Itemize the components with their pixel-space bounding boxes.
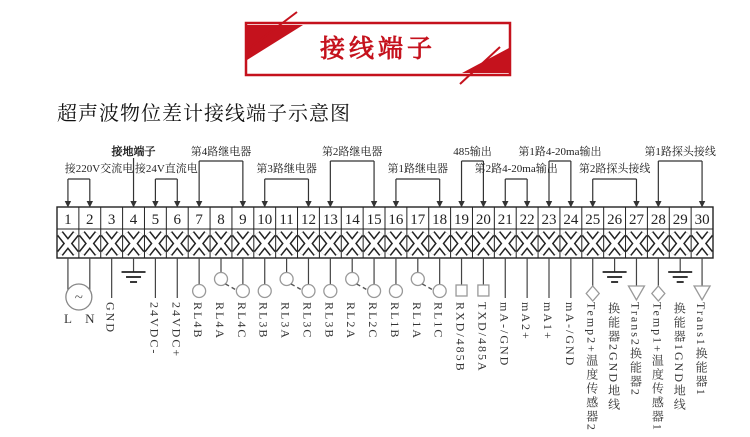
- rs485-terminal-icon: [456, 285, 467, 296]
- terminal-group-label: 第1路4-20ma输出: [518, 146, 602, 158]
- terminal-number: 2: [86, 212, 94, 228]
- terminal-number: 30: [694, 212, 710, 228]
- terminal-function-label: L: [63, 311, 72, 326]
- terminal-function-label: RL3A: [278, 302, 293, 340]
- terminal-function-label: mA-/GND: [497, 302, 512, 368]
- terminal-group-bracket: [590, 179, 640, 208]
- terminal-function-label: TXD/485A: [475, 302, 490, 373]
- earth-ground-icon: [668, 272, 692, 282]
- terminal-group-label: 第2路继电器: [321, 146, 383, 158]
- terminal-number: 9: [239, 212, 247, 228]
- transducer-terminal-icon: [694, 286, 710, 300]
- terminal-number: 12: [300, 212, 316, 228]
- terminal-function-label: Temp2+温度传感器2: [584, 302, 599, 432]
- terminal-number: 28: [650, 212, 666, 228]
- banner-title: 接线端子: [319, 35, 436, 63]
- terminal-number: 4: [129, 212, 138, 228]
- terminal-group-bracket: [327, 161, 377, 208]
- relay-contact-icon: [324, 285, 337, 298]
- terminal-number: 1: [64, 212, 72, 228]
- terminal-function-label: RL1A: [409, 302, 424, 340]
- terminal-function-label: RL2C: [366, 302, 381, 340]
- terminal-number: 25: [585, 212, 601, 228]
- terminal-function-label: RL3C: [300, 302, 315, 340]
- terminal-group-bracket: [458, 161, 486, 208]
- terminal-group-bracket: [393, 179, 443, 208]
- relay-contact-icon: [346, 273, 359, 286]
- terminal-number: 5: [151, 212, 160, 228]
- diagram-title: 超声波物位差计接线端子示意图: [57, 103, 351, 125]
- terminal-number: 15: [366, 212, 382, 228]
- terminal-number: 7: [195, 212, 203, 228]
- terminal-group-label: 485输出: [453, 146, 492, 158]
- terminal-group-bracket: [546, 161, 574, 208]
- terminal-number: 10: [257, 212, 273, 228]
- terminal-function-label: 换能器2GND地线: [606, 302, 621, 412]
- terminal-number: 19: [454, 212, 470, 228]
- relay-contact-icon: [236, 285, 249, 298]
- relay-contact-icon: [433, 285, 446, 298]
- terminal-group-bracket: [152, 179, 180, 208]
- terminal-function-label: RL1C: [431, 302, 446, 340]
- terminal-group-bracket: [196, 161, 246, 208]
- terminal-number: 16: [388, 212, 404, 228]
- relay-contact-icon: [368, 285, 381, 298]
- terminal-number: 18: [432, 212, 448, 228]
- terminal-function-label: 24VDC+: [169, 302, 184, 359]
- terminal-function-label: RL3B: [256, 302, 271, 340]
- terminal-number: 20: [475, 212, 491, 228]
- earth-ground-icon: [122, 272, 146, 282]
- transducer-terminal-icon: [628, 286, 644, 300]
- terminal-number: 8: [217, 212, 225, 228]
- terminal-group-label: 第3路继电器: [256, 163, 317, 175]
- terminal-group-label: 第4路继电器: [190, 146, 252, 158]
- terminal-number: 11: [279, 212, 294, 228]
- terminal-number: 6: [173, 212, 182, 228]
- terminal-group-bracket: [65, 179, 93, 208]
- terminal-function-label: RL4A: [213, 302, 227, 340]
- terminal-group-bracket: [262, 179, 312, 208]
- terminal-function-label: 换能器1GND地线: [672, 302, 687, 412]
- terminal-function-label: mA1+: [541, 302, 555, 341]
- terminal-number: 29: [672, 212, 688, 228]
- temp-terminal-icon: [652, 286, 665, 301]
- terminal-function-label: mA2+: [519, 302, 534, 341]
- relay-contact-icon: [411, 273, 424, 286]
- terminal-group-label: 第1路探头接线: [644, 146, 716, 158]
- terminal-function-label: RL4B: [191, 302, 206, 340]
- relay-contact-icon: [258, 285, 271, 298]
- terminal-function-label: Temp1+温度传感器1: [650, 302, 665, 432]
- terminal-function-label: RL1B: [387, 302, 402, 340]
- rs485-terminal-icon: [478, 285, 489, 296]
- terminal-group-label: 接220V交流电: [64, 163, 134, 175]
- terminal-number: 17: [410, 212, 426, 228]
- terminal-number: 23: [541, 212, 557, 228]
- relay-contact-icon: [302, 285, 315, 298]
- terminal-function-label: Trans1换能器1: [694, 302, 709, 397]
- ac-wave-symbol: ~: [74, 290, 83, 306]
- terminal-group-bracket: [655, 161, 705, 208]
- terminal-function-label: 24VDC-: [147, 302, 162, 356]
- relay-contact-icon: [389, 285, 402, 298]
- terminal-function-label: GND: [103, 302, 118, 334]
- relay-contact-icon: [193, 285, 206, 298]
- terminal-number: 14: [344, 212, 360, 228]
- earth-ground-icon: [603, 272, 627, 282]
- terminal-number: 22: [519, 212, 535, 228]
- terminal-function-label: RL3B: [322, 302, 337, 340]
- terminal-number: 13: [322, 212, 338, 228]
- terminal-function-label: RL4C: [234, 302, 249, 340]
- terminal-group-bracket: [502, 179, 530, 208]
- terminal-group-label: 第2路4-20ma输出: [474, 163, 558, 175]
- terminal-function-label: RXD/485B: [453, 302, 468, 373]
- temp-terminal-icon: [586, 286, 599, 301]
- terminal-number: 24: [563, 212, 579, 228]
- terminal-function-label: N: [85, 311, 95, 326]
- terminal-group-label: 接地端子: [111, 146, 156, 158]
- relay-contact-icon: [280, 273, 293, 286]
- terminal-function-label: Trans2换能器2: [628, 302, 643, 397]
- terminal-group-label: 接24V直流电: [134, 163, 198, 175]
- terminal-number: 3: [107, 212, 116, 228]
- terminal-number: 21: [497, 212, 513, 228]
- terminal-function-label: mA-/GND: [562, 302, 577, 368]
- terminal-number: 26: [607, 212, 623, 228]
- terminal-group-label: 第2路探头接线: [578, 163, 651, 175]
- terminal-group-bracket: [130, 158, 136, 208]
- terminal-number: 27: [628, 212, 644, 228]
- terminal-group-label: 第1路继电器: [387, 163, 449, 175]
- terminal-function-label: RL2A: [344, 302, 359, 340]
- relay-contact-icon: [215, 273, 228, 286]
